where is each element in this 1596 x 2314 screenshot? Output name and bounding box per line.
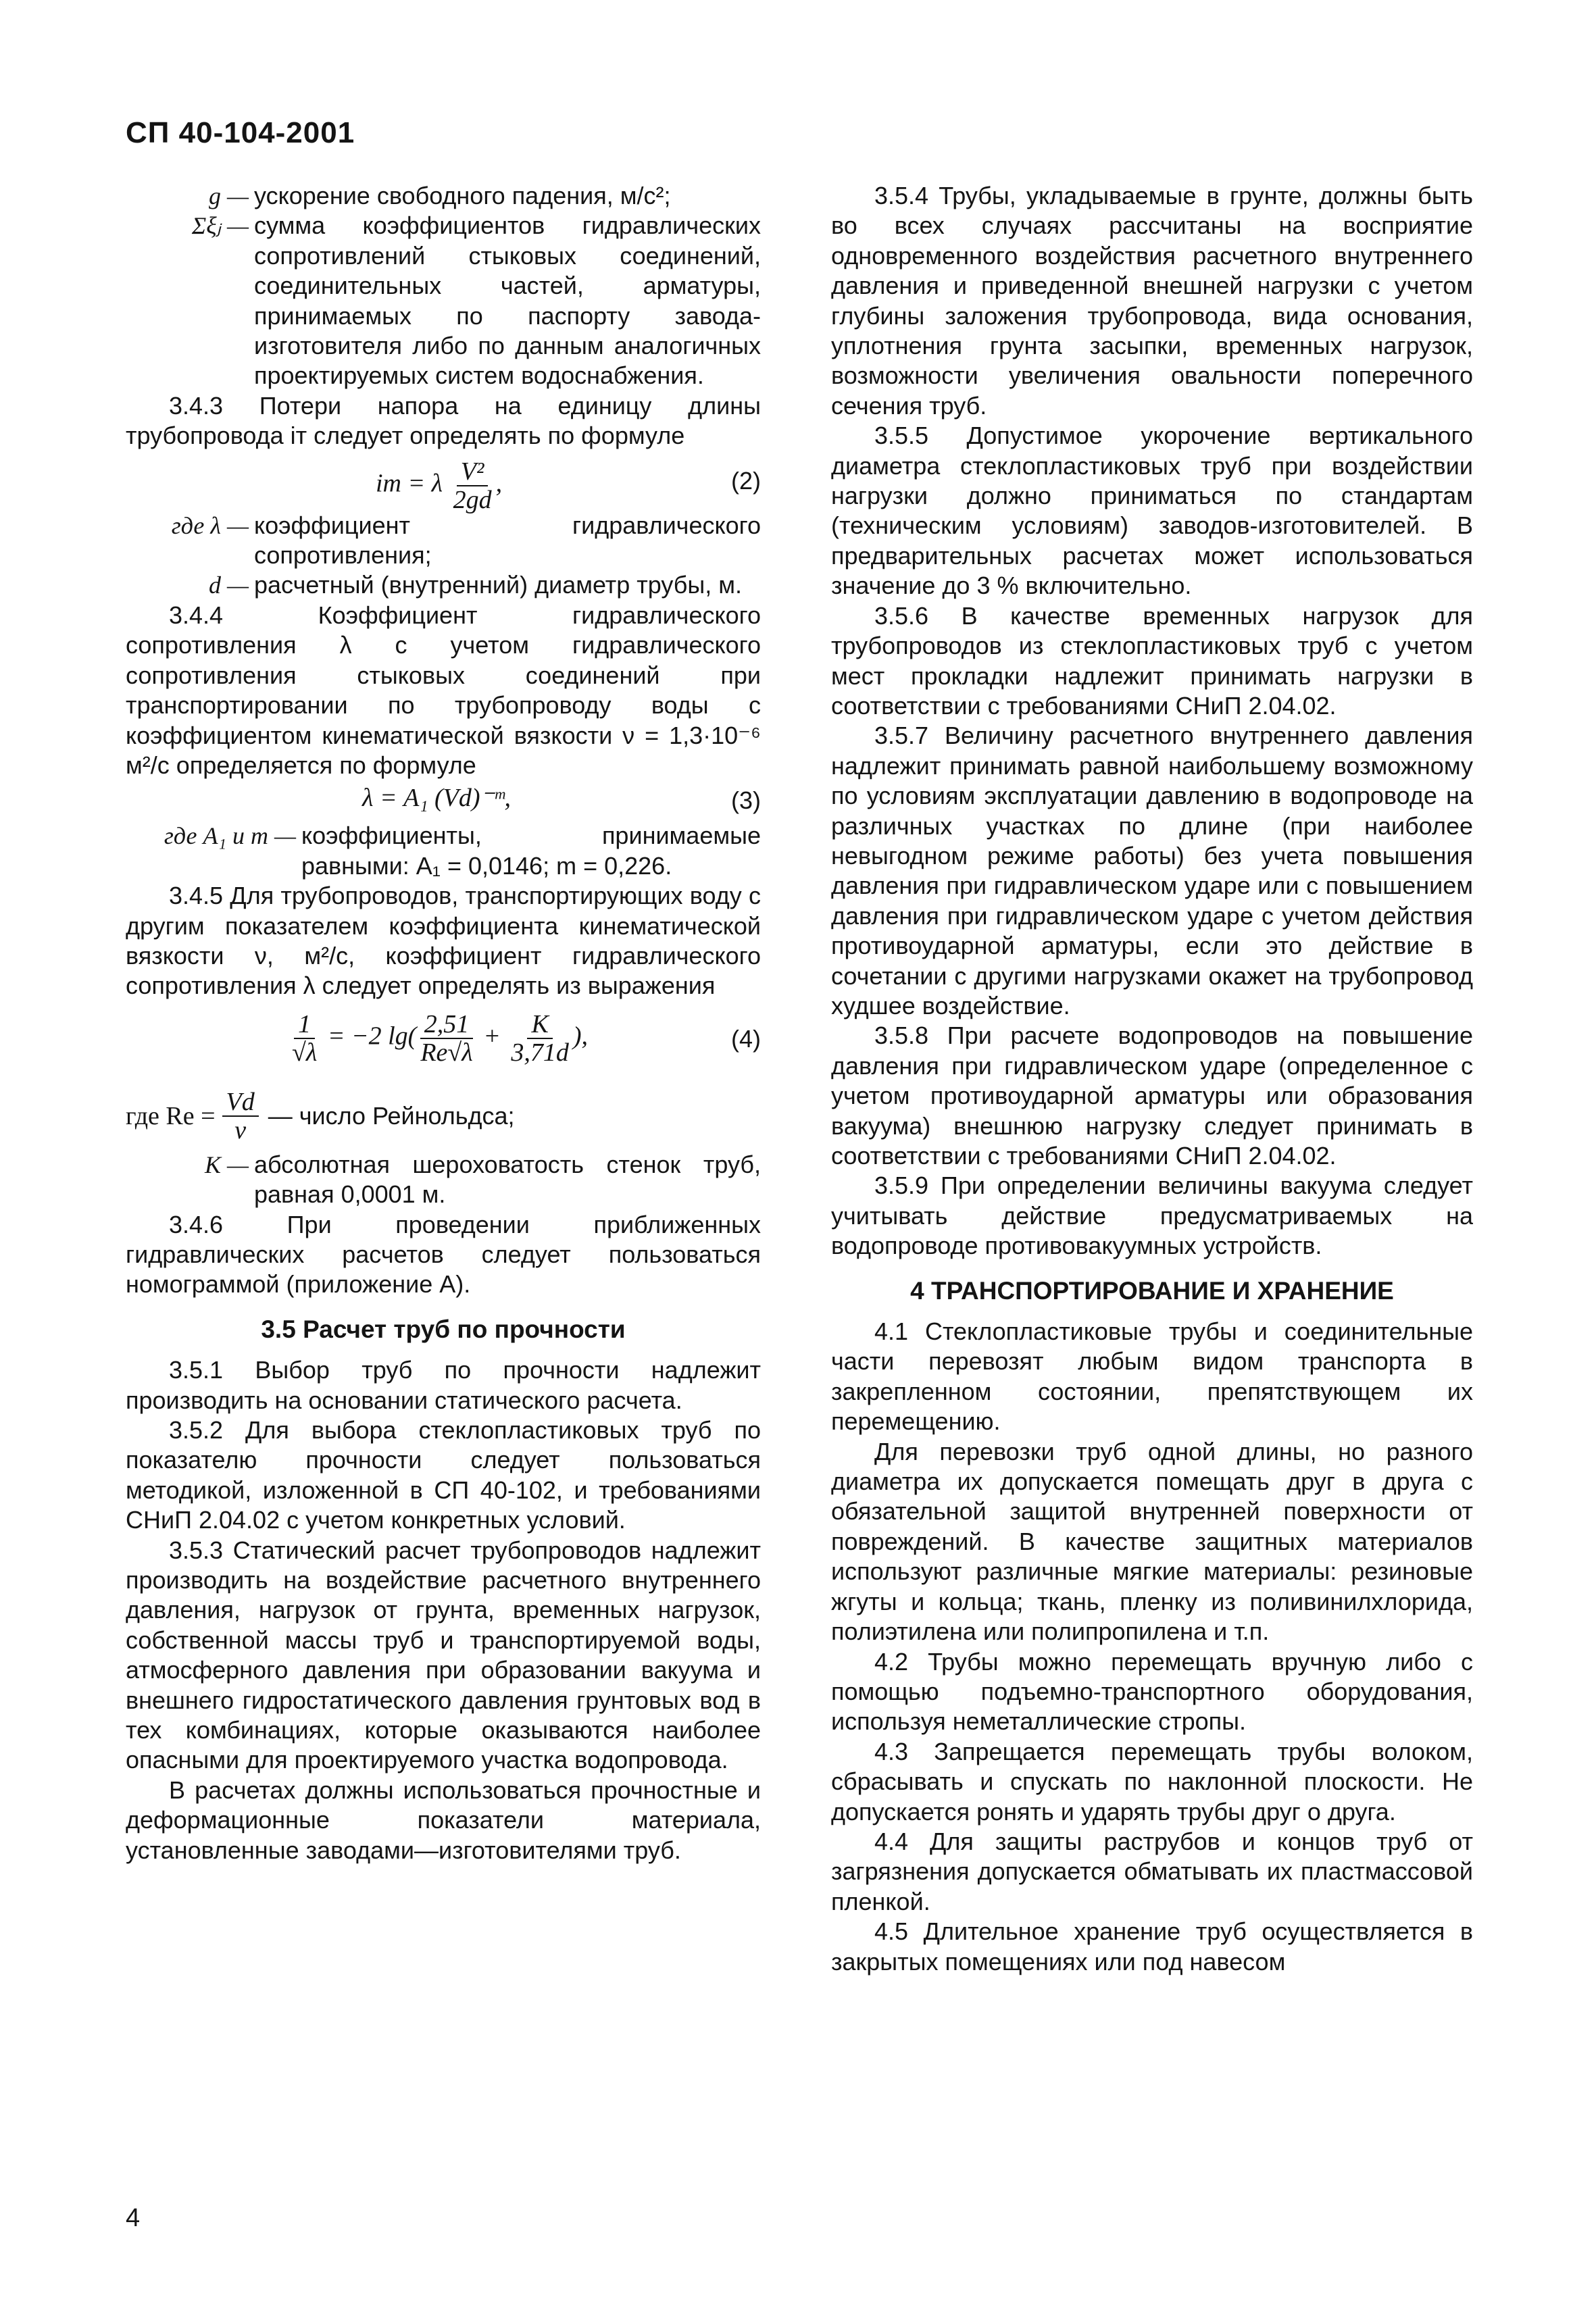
fraction-numerator: V² <box>457 458 489 486</box>
reynolds-prefix: где Re = <box>126 1101 216 1130</box>
fraction-numerator: 2,51 <box>420 1011 474 1039</box>
variable-definition <box>126 821 761 881</box>
paragraph-3-5-3-continued: В расчетах должны использоваться прочностные и деформационные показатели материала, установленные заводами—изготовителями труб. <box>126 1776 761 1864</box>
formula-expression: λ = A₁ (Vd)⁻ᵐ, <box>362 784 511 813</box>
variable-definition <box>126 570 761 600</box>
left-column <box>126 181 761 1865</box>
variable-symbol: где λ — <box>171 511 249 539</box>
paragraph-4-5: 4.5 Длительное хранение труб осуществляется в закрытых помещениях или под навесом <box>831 1917 1473 1976</box>
right-column <box>831 181 1473 1977</box>
variable-symbol: K — <box>204 1151 249 1178</box>
formula-expression <box>288 1011 588 1066</box>
fraction-numerator: 1 <box>294 1011 315 1039</box>
formula-fraction <box>288 1011 321 1066</box>
reynolds-fraction <box>222 1088 259 1144</box>
paragraph-3-5-2: 3.5.2 Для выбора стеклопластиковых труб по показателю прочности следует пользоваться методикой, изложенной в СП 40-102, и требованиями СНиП 2.04.02 с учетом конкретных условий. <box>126 1416 761 1534</box>
paragraph-3-4-3: 3.4.3 Потери напора на единицу длины трубопровода iт следует определять по формуле <box>126 391 761 450</box>
formula-tail: ), <box>572 1022 589 1051</box>
paragraph-3-4-6: 3.4.6 При проведении приближенных гидравлических расчетов следует пользоваться номограммой (приложение А). <box>126 1210 761 1299</box>
paragraph-4-4: 4.4 Для защиты раструбов и концов труб от загрязнения допускается обматывать их пластмассовой пленкой. <box>831 1827 1473 1915</box>
formula-operator: + <box>483 1022 501 1051</box>
variable-symbol: g — <box>208 182 249 209</box>
variable-description: сумма коэффициентов гидравлических сопротивлений стыковых соединений, соединительных частей, арматуры, принимаемых по паспорту завода-изготовителя либо по данным аналогичных проектируемых систем водоснабжения. <box>254 211 761 390</box>
page-number: 4 <box>126 2204 141 2232</box>
fraction-numerator: Vd <box>222 1088 259 1117</box>
formula-lhs: iт = λ <box>376 469 443 498</box>
formula-tail: , <box>495 469 503 498</box>
paragraph-3-5-7: 3.5.7 Величину расчетного внутреннего давления надлежит принимать равной наибольшему возможному по условиям эксплуатации давлению в водопроводе на различных участках по длине (при наиболее невыгодном режиме работы) без учета повышения давления при гидравлическом ударе или с повышением давления при гидравлическом ударе с учетом действия противоударной арматуры, если это действие в сочетании с другими нагрузками окажет на трубопровод худшее воздействие. <box>831 722 1473 1020</box>
formula-4 <box>126 1001 761 1082</box>
paragraph-3-5-1: 3.5.1 Выбор труб по прочности надлежит производить на основании статического расчета. <box>126 1356 761 1414</box>
document-code-header: СП 40-104-2001 <box>126 116 355 149</box>
paragraph-3-5-8: 3.5.8 При расчете водопроводов на повышение давления при гидравлическом ударе (определенное с учетом противоударной арматуры или образования вакуума) внешнюю нагрузку следует принимать в соответствии с требованиями СНиП 2.04.02. <box>831 1022 1473 1169</box>
fraction-denominator: 3,71d <box>511 1038 569 1067</box>
formula-expression <box>376 458 502 513</box>
reynolds-definition <box>126 1082 761 1150</box>
paragraph-4-1: 4.1 Стеклопластиковые трубы и соединительные части перевозят любым видом транспорта в закрепленном состоянии, препятствующем их перемещению. <box>831 1317 1473 1436</box>
formula-2 <box>126 451 761 514</box>
paragraph-3-5-4: 3.5.4 Трубы, укладываемые в грунте, должны быть во всех случаях рассчитаны на восприятие одновременного воздействия расчетного внутреннего давления и приведенной внешней нагрузки с учетом глубины заложения трубопровода, вида основания, уплотнения грунта засыпки, временных нагрузок, возможности увеличения овальности поперечного сечения труб. <box>831 182 1473 420</box>
variable-definition <box>126 211 761 391</box>
fraction-numerator: K <box>527 1011 552 1039</box>
fraction-denominator: √λ <box>292 1038 318 1067</box>
variable-description: абсолютная шероховатость стенок труб, равная 0,0001 м. <box>254 1150 761 1209</box>
section-4-title: 4 ТРАНСПОРТИРОВАНИЕ И ХРАНЕНИЕ <box>910 1276 1394 1305</box>
fraction-denominator: 2gd <box>453 485 492 514</box>
formula-number: (4) <box>731 1024 761 1053</box>
section-3-5-title: 3.5 Расчет труб по прочности <box>261 1315 626 1343</box>
paragraph-3-4-5: 3.4.5 Для трубопроводов, транспортирующих воду с другим показателем коэффициента кинематической вязкости ν, м²/с, коэффициент гидравлического сопротивления λ следует определять из выражения <box>126 882 761 1000</box>
variable-description: ускорение свободного падения, м/с²; <box>254 182 671 209</box>
formula-number: (2) <box>731 466 761 495</box>
reynolds-description: — число Рейнольдса; <box>268 1101 515 1130</box>
paragraph-4-3: 4.3 Запрещается перемещать трубы волоком, сбрасывать и спускать по наклонной плоскости. Не допускается ронять и ударять трубы друг о друга. <box>831 1737 1473 1826</box>
formula-number: (3) <box>731 786 761 815</box>
variable-description: коэффициент гидравлического сопротивления; <box>254 511 761 570</box>
paragraph-3-5-5: 3.5.5 Допустимое укорочение вертикального диаметра стеклопластиковых труб при воздействии нагрузки должно приниматься по стандартам (техническим условиям) заводов-изготовителей. В предварительных расчетах может использоваться значение до 3 % включительно. <box>831 422 1473 600</box>
formula-fraction <box>449 458 496 513</box>
paragraph-4-2: 4.2 Трубы можно перемещать вручную либо с помощью подъемно-транспортного оборудования, используя неметаллические стропы. <box>831 1647 1473 1736</box>
variable-definition <box>126 511 761 571</box>
paragraph-3-5-6: 3.5.6 В качестве временных нагрузок для трубопроводов из стеклопластиковых труб с учетом мест прокладки надлежит принимать нагрузки в соответствии с требованиями СНиП 2.04.02. <box>831 601 1473 720</box>
variable-symbol: Σξⱼ — <box>191 212 249 240</box>
variable-symbol: d — <box>208 572 249 599</box>
formula-3 <box>126 780 761 821</box>
formula-fraction <box>507 1011 573 1066</box>
variable-definition <box>126 1150 761 1210</box>
variable-description: расчетный (внутренний) диаметр трубы, м. <box>254 571 743 599</box>
fraction-denominator: Re√λ <box>420 1038 473 1067</box>
formula-fraction <box>416 1011 476 1066</box>
fraction-denominator: ν <box>234 1115 247 1145</box>
formula-operator: = −2 lg( <box>327 1022 417 1051</box>
variable-definition <box>126 181 761 211</box>
paragraph-3-5-3: 3.5.3 Статический расчет трубопроводов надлежит производить на воздействие расчетного внутреннего давления, нагрузок от грунта, временных нагрузок, собственной массы труб и транспортируемой воды, атмосферного давления при образовании вакуума и внешнего гидростатического давления грунтовых вод в тех комбинациях, которые оказываются наиболее опасными для проектируемого участка водопровода. <box>126 1536 761 1774</box>
paragraph-4-1-continued: Для перевозки труб одной длины, но разного диаметра их допускается помещать друг в друга с обязательной защитой внутренней поверхности от повреждений. В качестве защитных материалов используют различные мягкие материалы: резиновые жгуты и кольца; ткань, пленку из поливинилхлорида, полиэтилена или полипропилена и т.п. <box>831 1437 1473 1646</box>
paragraph-3-5-9: 3.5.9 При определении величины вакуума следует учитывать действие предусматриваемых на водопроводе противовакуумных устройств. <box>831 1172 1473 1260</box>
paragraph-3-4-4: 3.4.4 Коэффициент гидравлического сопротивления λ с учетом гидравлического сопротивления стыковых соединений при транспортировании по трубопроводу воды с коэффициентом кинематической вязкости ν = 1,3·10⁻⁶ м²/с определяется по формуле <box>126 601 761 779</box>
variable-symbol: где A₁ и m — <box>164 822 296 850</box>
variable-description: коэффициенты, принимаемые равными: A₁ = 0,0146; m = 0,226. <box>301 822 761 880</box>
